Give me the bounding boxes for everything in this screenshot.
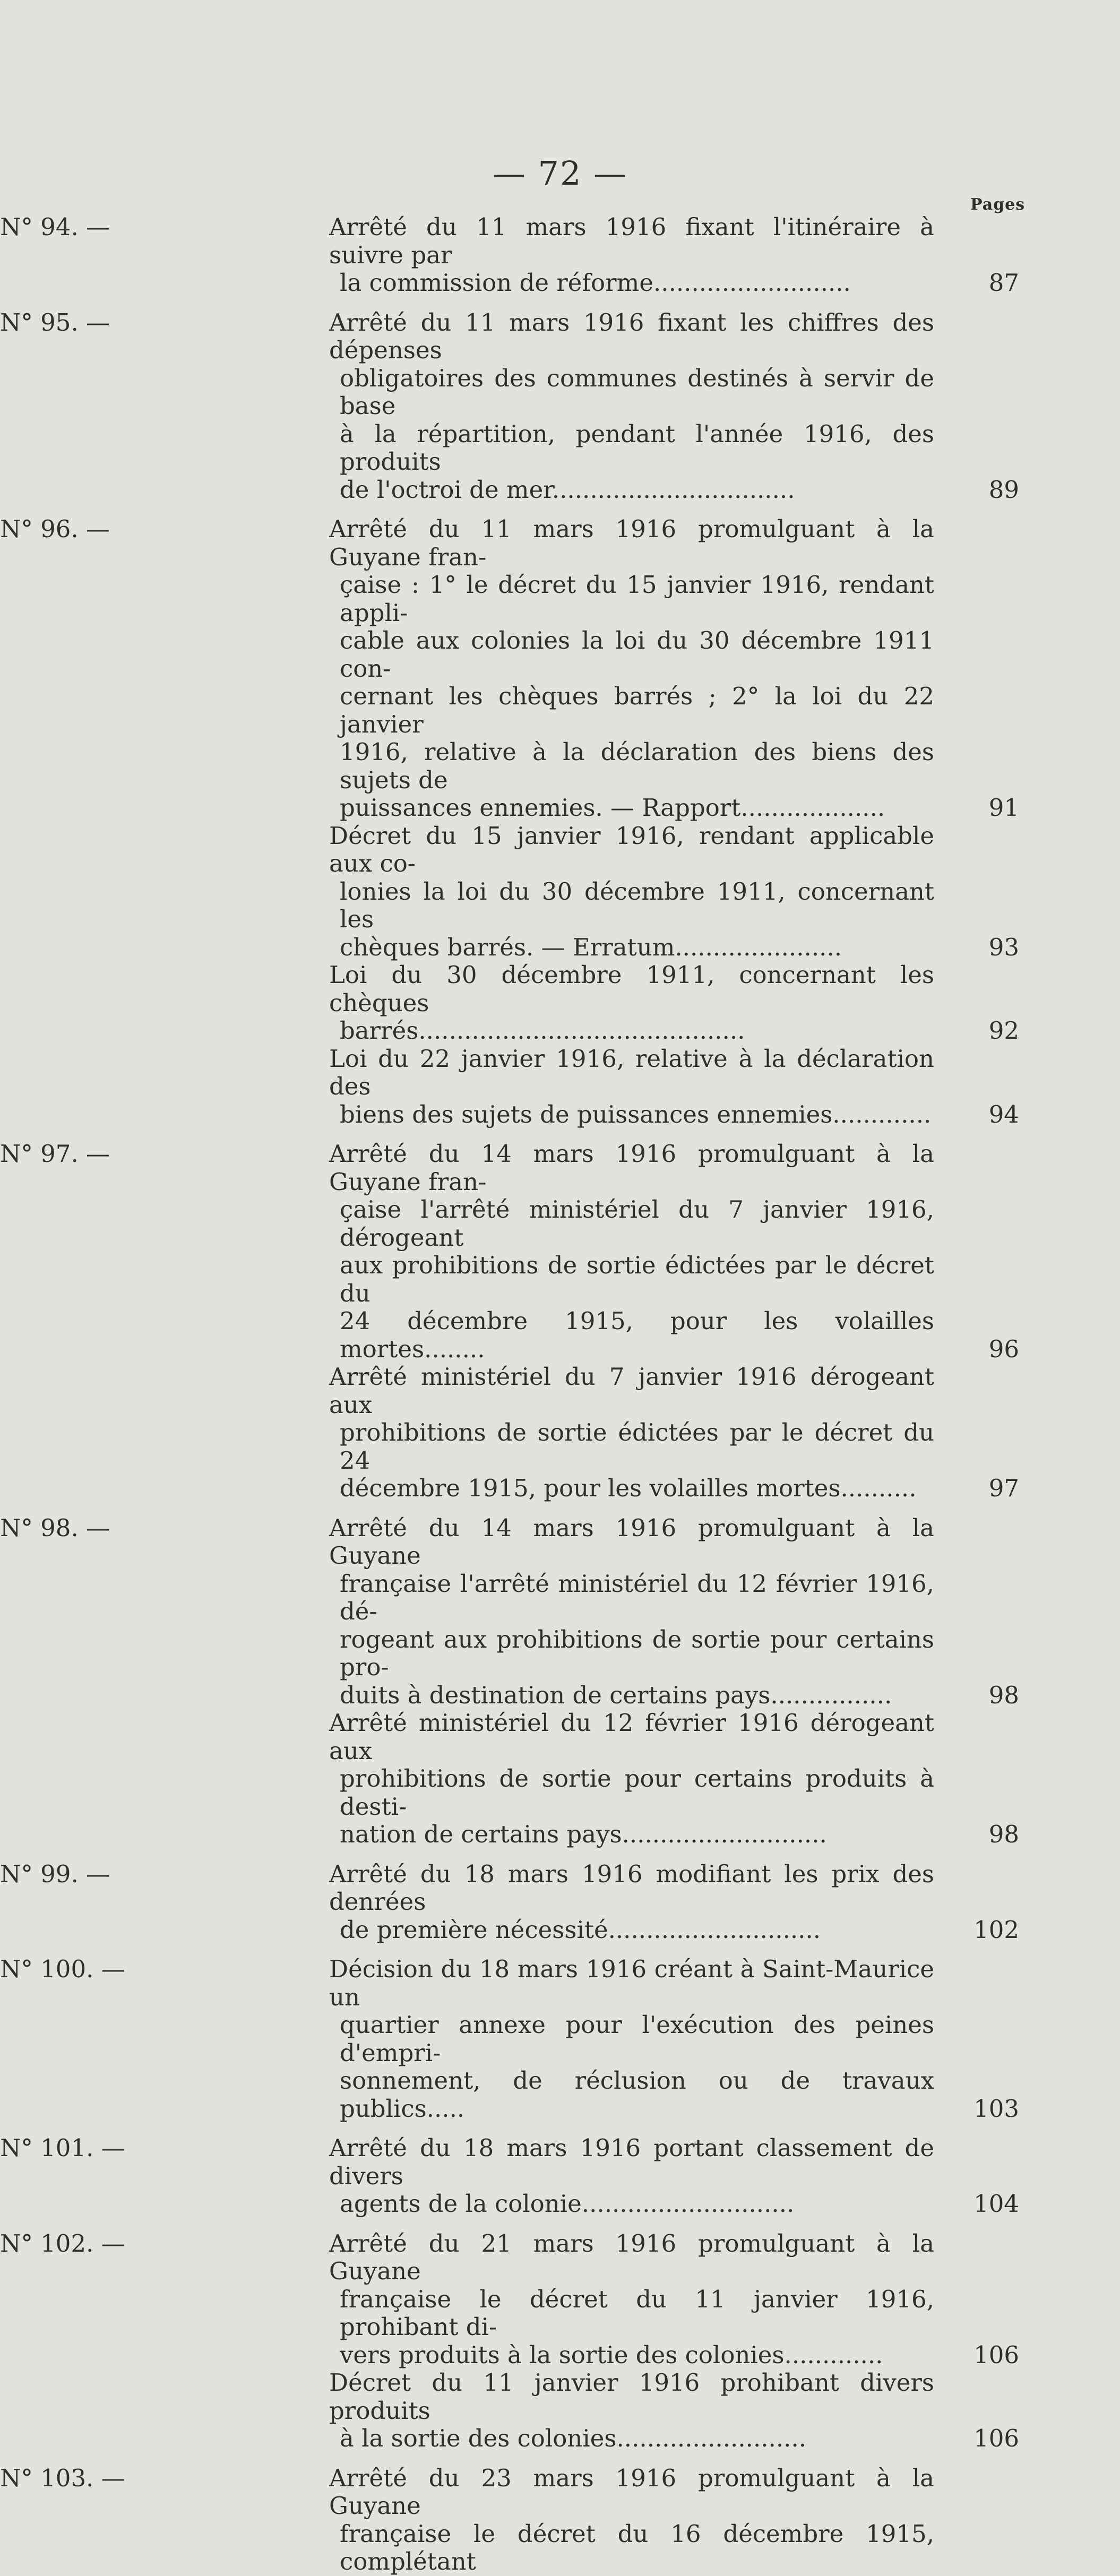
page-reference: 106 xyxy=(973,2424,1019,2452)
text-line: lonies la loi du 30 décembre 1911, concernant les xyxy=(340,877,934,933)
text-line: Décret du 15 janvier 1916, rendant applicable aux co- xyxy=(329,821,934,877)
text-line: Arrêté du 11 mars 1916 promulguant à la Guyane fran- xyxy=(329,515,934,571)
text-line: Arrêté du 14 mars 1916 promulguant à la Guyane xyxy=(329,1513,934,1570)
text-line: biens des sujets de puissances ennemies............. xyxy=(340,1100,932,1128)
toc-entry xyxy=(0,213,1035,297)
text-line: Décision du 18 mars 1916 créant à Saint-Maurice un xyxy=(329,1955,934,2011)
text-line: de première nécessité............................ xyxy=(340,1915,821,1944)
page-reference: 91 xyxy=(988,794,1019,822)
text-line: française l'arrêté ministériel du 12 février 1916, dé- xyxy=(340,1569,934,1625)
text-line: barrés........................................... xyxy=(340,1016,745,1045)
toc-entry xyxy=(0,515,1035,1128)
toc-entry xyxy=(0,1859,1035,1944)
entry-subitem xyxy=(175,2369,1035,2453)
entry-title xyxy=(175,1514,1035,1710)
table-of-contents xyxy=(0,213,1035,2576)
entry-number: N° 100. — xyxy=(0,1955,125,1983)
entry-title xyxy=(175,309,1035,504)
entry-subitem xyxy=(175,822,1035,962)
toc-entry xyxy=(0,308,1035,504)
entry-number: N° 98. — xyxy=(0,1513,110,1542)
toc-entry xyxy=(0,1955,1035,2123)
text-line: de l'octroi de mer................................ xyxy=(340,475,795,504)
toc-entry xyxy=(0,2463,1035,2576)
text-line: Arrêté du 18 mars 1916 portant classement de divers xyxy=(329,2134,934,2190)
page-reference: 89 xyxy=(988,475,1019,504)
text-line: agents de la colonie............................ xyxy=(340,2190,795,2218)
entry-title xyxy=(175,213,1035,297)
text-line: puissances ennemies. — Rapport................... xyxy=(340,794,885,822)
text-line: çaise l'arrêté ministériel du 7 janvier 1916, dérogeant xyxy=(340,1195,934,1252)
page-reference: 103 xyxy=(973,2094,1019,2123)
page-reference: 104 xyxy=(973,2190,1019,2218)
entry-title xyxy=(175,515,1035,822)
page-reference: 92 xyxy=(988,1016,1019,1045)
text-line: française le décret du 16 décembre 1915, complétant xyxy=(340,2519,934,2575)
text-line: vers produits à la sortie des colonies............. xyxy=(340,2340,883,2369)
page-reference: 96 xyxy=(988,1334,1019,1363)
entry-number: N° 99. — xyxy=(0,1859,110,1888)
text-line: Arrêté du 23 mars 1916 promulguant à la Guyane xyxy=(329,2463,934,2520)
text-line: cernant les chèques barrés ; 2° la loi du 22 janvier xyxy=(340,682,934,738)
entry-number: N° 101. — xyxy=(0,2134,125,2162)
toc-entry xyxy=(0,2134,1035,2218)
pages-column-label: Pages xyxy=(970,195,1026,214)
text-line: duits à destination de certains pays................ xyxy=(340,1681,892,1709)
text-line: Arrêté du 14 mars 1916 promulguant à la Guyane fran- xyxy=(329,1140,934,1196)
text-line: sonnement, de réclusion ou de travaux publics..... xyxy=(340,2066,934,2123)
text-line: Arrêté ministériel du 12 février 1916 dérogeant aux xyxy=(329,1709,934,1765)
text-line: la commission de réforme.......................... xyxy=(340,269,851,297)
page-reference: 93 xyxy=(988,933,1019,961)
text-line: décembre 1915, pour les volailles mortes.......... xyxy=(340,1474,917,1502)
text-line: 1916, relative à la déclaration des biens des sujets de xyxy=(340,738,934,794)
toc-entry xyxy=(0,2229,1035,2453)
page-reference: 94 xyxy=(988,1100,1019,1128)
entry-title xyxy=(175,1140,1035,1363)
text-line: Arrêté du 11 mars 1916 fixant les chiffres des dépenses xyxy=(329,308,934,364)
page-number: — 72 — xyxy=(492,154,628,193)
text-line: nation de certains pays........................... xyxy=(340,1820,827,1848)
text-line: Loi du 30 décembre 1911, concernant les chèques xyxy=(329,961,934,1017)
page-reference: 98 xyxy=(988,1820,1019,1848)
page-reference: 106 xyxy=(973,2340,1019,2369)
text-line: quartier annexe pour l'exécution des peines d'empri- xyxy=(340,2011,934,2067)
text-line: prohibitions de sortie édictées par le décret du 24 xyxy=(340,1418,934,1475)
text-line: Loi du 22 janvier 1916, relative à la déclaration des xyxy=(329,1044,934,1100)
entry-subitem xyxy=(175,1709,1035,1849)
page-reference: 87 xyxy=(988,269,1019,297)
entry-title xyxy=(175,2465,1035,2576)
entry-subitem xyxy=(175,961,1035,1045)
toc-entry xyxy=(0,1513,1035,1849)
text-line: Décret du 11 janvier 1916 prohibant divers produits xyxy=(329,2368,934,2425)
text-line: Arrêté du 11 mars 1916 fixant l'itinéraire à suivre par xyxy=(329,213,934,269)
entry-subitem xyxy=(175,1363,1035,1503)
entry-number: N° 97. — xyxy=(0,1140,110,1168)
entry-number: N° 103. — xyxy=(0,2463,125,2492)
text-line: Arrêté du 18 mars 1916 modifiant les prix des denrées xyxy=(329,1859,934,1916)
text-line: prohibitions de sortie pour certains produits à desti- xyxy=(340,1764,934,1821)
text-line: Arrêté du 21 mars 1916 promulguant à la Guyane xyxy=(329,2229,934,2285)
entry-number: N° 96. — xyxy=(0,515,110,543)
text-line: française le décret du 11 janvier 1916, prohibant di- xyxy=(340,2285,934,2341)
entry-number: N° 95. — xyxy=(0,308,110,337)
page-reference: 98 xyxy=(988,1681,1019,1709)
entry-title xyxy=(175,1955,1035,2123)
text-line: 24 décembre 1915, pour les volailles mortes........ xyxy=(340,1307,934,1363)
page-reference: 97 xyxy=(988,1474,1019,1502)
text-line: aux prohibitions de sortie édictées par le décret du xyxy=(340,1251,934,1307)
entry-number: N° 94. — xyxy=(0,213,110,241)
text-line: rogeant aux prohibitions de sortie pour certains pro- xyxy=(340,1625,934,1681)
text-line: à la sortie des colonies......................... xyxy=(340,2424,807,2452)
text-line: cable aux colonies la loi du 30 décembre 1911 con- xyxy=(340,626,934,683)
text-line: chèques barrés. — Erratum...................... xyxy=(340,933,842,961)
toc-entry xyxy=(0,1140,1035,1503)
text-line: à la répartition, pendant l'année 1916, des produits xyxy=(340,419,934,476)
entry-title xyxy=(175,2134,1035,2218)
entry-title xyxy=(175,2230,1035,2370)
entry-title xyxy=(175,1860,1035,1944)
text-line: Arrêté ministériel du 7 janvier 1916 dérogeant aux xyxy=(329,1363,934,1419)
page-reference: 102 xyxy=(973,1915,1019,1944)
entry-number: N° 102. — xyxy=(0,2229,125,2258)
text-line: obligatoires des communes destinés à servir de base xyxy=(340,364,934,420)
entry-subitem xyxy=(175,1045,1035,1129)
text-line: çaise : 1° le décret du 15 janvier 1916, rendant appli- xyxy=(340,571,934,627)
